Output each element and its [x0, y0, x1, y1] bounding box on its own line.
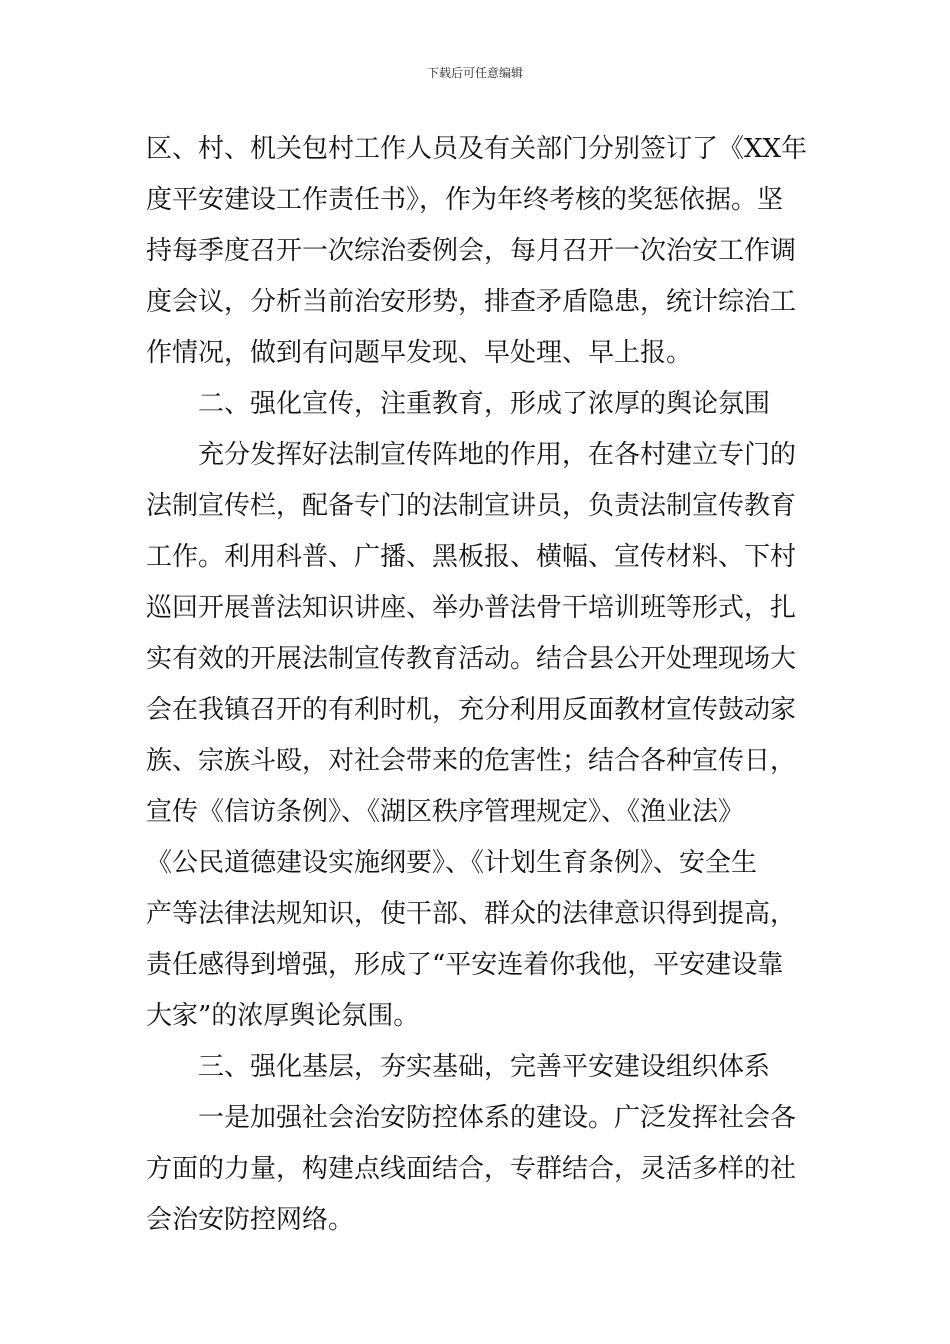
document-body — [146, 124, 810, 1246]
body-line: 巡回开展普法知识讲座、举办普法骨干培训班等形式，扎 — [146, 593, 797, 623]
body-line: 责任感得到增强，形成了“平安连着你我他，平安建设靠 — [146, 950, 784, 980]
page-header: 下载后可任意编辑 — [426, 66, 523, 80]
body-line: 大家”的浓厚舆论氛围。 — [146, 1001, 420, 1031]
body-line: 法制宣传栏，配备专门的法制宣讲员，负责法制宣传教育 — [146, 491, 797, 521]
body-line: 度平安建设工作责任书》，作为年终考核的奖惩依据。坚 — [146, 185, 784, 215]
body-line: 产等法律法规知识，使干部、群众的法律意识得到提高， — [146, 899, 797, 929]
body-line: 宣传《信访条例》、《湖区秩序管理规定》、《渔业法》 — [146, 797, 745, 827]
body-line: 实有效的开展法制宣传教育活动。结合县公开处理现场大 — [146, 644, 797, 674]
body-line: 《公民道德建设实施纲要》、《计划生育条例》、安全生 — [146, 848, 758, 878]
body-line: 工作。利用科普、广播、黑板报、横幅、宣传材料、下村 — [146, 542, 797, 572]
body-line: 作情况，做到有问题早发现、早处理、早上报。 — [146, 338, 693, 368]
body-line: 度会议，分析当前治安形势，排查矛盾隐患，统计综治工 — [146, 287, 797, 317]
section-heading: 三、强化基层，夯实基础，完善平安建设组织体系 — [198, 1052, 771, 1082]
body-line: 充分发挥好法制宣传阵地的作用，在各村建立专门的 — [198, 440, 797, 470]
body-line: 会治安防控网络。 — [146, 1205, 355, 1235]
body-line: 区、村、机关包村工作人员及有关部门分别签订了《XX年 — [146, 134, 808, 164]
body-line: 持每季度召开一次综治委例会，每月召开一次治安工作调 — [146, 236, 797, 266]
body-line: 方面的力量，构建点线面结合，专群结合，灵活多样的社 — [146, 1154, 797, 1184]
body-line: 一是加强社会治安防控体系的建设。广泛发挥社会各 — [198, 1103, 797, 1133]
body-line: 会在我镇召开的有利时机，充分利用反面教材宣传鼓动家 — [146, 695, 797, 725]
body-line: 族、宗族斗殴，对社会带来的危害性；结合各种宣传日， — [146, 746, 797, 776]
section-heading: 二、强化宣传，注重教育，形成了浓厚的舆论氛围 — [198, 389, 771, 419]
